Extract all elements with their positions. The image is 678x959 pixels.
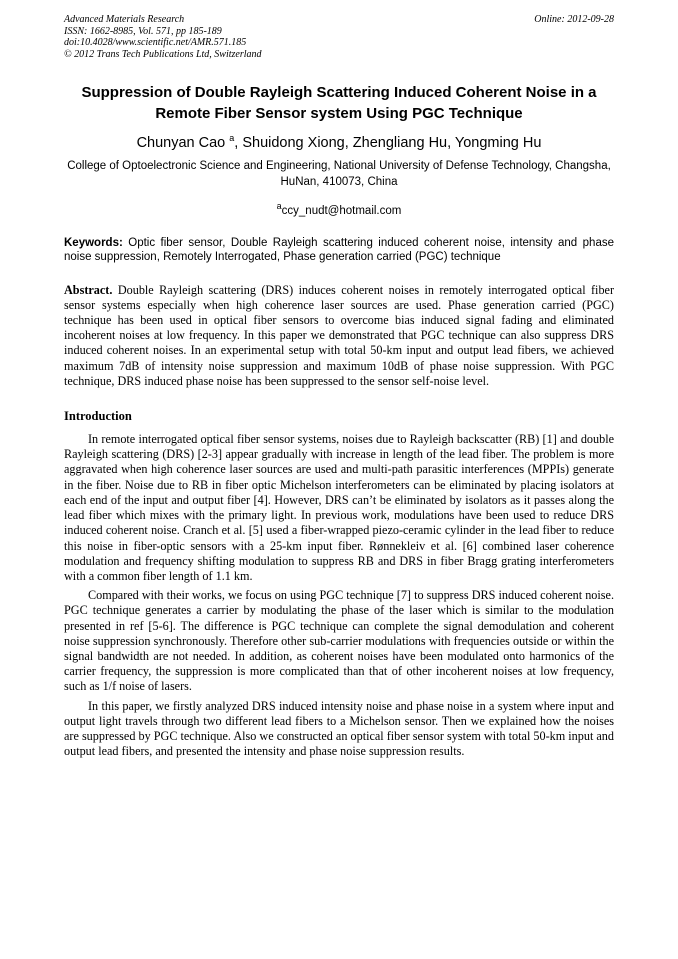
email-affil-mark: a (276, 200, 282, 211)
author-first: Chunyan Cao (136, 134, 226, 151)
intro-paragraph-1: In remote interrogated optical fiber sensor systems, noises due to Rayleigh backscatter (RB) [1] and double Rayleigh scattering (DRS) [2-3] appear gradually with increase in length of the lead fiber. The problem is more aggravated when high coherence laser sources are used and multi-path parasitic interferences (MPPIs) generate in the fiber. Noise due to RB in fiber optic Michelson interferometers can be eliminated by placing isolators at each end of the input and output fiber [4]. However, DRS can’t be eliminated by isolators as it passes along the lead fiber which mixes with the primary light. In previous work, modulations have been used to reduce DRS induced coherent noise. Cranch et al. [5] used a fiber-wrapped piezo-ceramic cylinder in the lead fiber to reduce this noise in fiber-optic sensors with a 25-km input fiber. Rønnekleiv et al. [6] combined laser coherence modulation and frequency shifting modulation to suppress RB and DRS in fiber Bragg grating interferometers with a common fiber length of 1.1 km. (64, 432, 614, 583)
journal-info (64, 14, 614, 60)
author-list (64, 129, 614, 152)
online-date: Online: 2012-09-28 (534, 14, 614, 25)
abstract-label: Abstract. (64, 282, 113, 297)
journal-copyright: © 2012 Trans Tech Publications Ltd, Switzerland (64, 48, 262, 60)
paper-title: Suppression of Double Rayleigh Scattering Induced Coherent Noise in a Remote Fiber Sensor system Using PGC Technique (81, 84, 597, 122)
journal-header (64, 14, 614, 60)
introduction-heading: Introduction (64, 409, 132, 424)
journal-issn: ISSN: 1662-8985, Vol. 571, pp 185-189 (64, 25, 222, 37)
author-email (64, 199, 614, 218)
affiliation: College of Optoelectronic Science and Engineering, National University of Defense Technology, Changsha, HuNan, 410073, China (67, 159, 611, 188)
keywords (64, 236, 614, 265)
author-rest: , Shuidong Xiong, Zhengliang Hu, Yongming Hu (234, 134, 542, 151)
keywords-text: Optic fiber sensor, Double Rayleigh scattering induced coherent noise, intensity and phase noise suppression, Remotely Interrogated, Phase generation carried (PGC) technique (64, 236, 614, 264)
intro-paragraph-2: Compared with their works, we focus on using PGC technique [7] to suppress DRS induced coherent noise. PGC technique generates a carrier by modulating the phase of the laser which is similar to the modulation presented in ref [5-6]. The difference is PGC technique can complete the signal demodulation and coherent noise suppression synchronously. Therefore other sub-carrier modulations with frequencies outside or within the signal bandwidth are not needed. In addition, as coherent noises have been modulated onto harmonics of the carrier frequency, the suppression is more complicated than that of other incoherent noises at low frequency, such as 1/f noise of lasers. (64, 588, 614, 694)
paper-page (64, 14, 614, 759)
journal-name: Advanced Materials Research (64, 14, 185, 25)
email-address: ccy_nudt@hotmail.com (281, 204, 402, 217)
keywords-label: Keywords: (64, 236, 123, 249)
intro-paragraph-3: In this paper, we firstly analyzed DRS induced intensity noise and phase noise in a system where input and output light travels through two different lead fibers to a Michelson sensor. Then we explained how the noises are suppressed by PGC technique. Also we constructed an optical fiber sensor system with total 50-km input and output lead fibers, and presented the intensity and phase noise suppression results. (64, 698, 614, 759)
abstract-text: Double Rayleigh scattering (DRS) induces coherent noises in remotely interrogated optical fiber sensor systems especially when high coherence laser sources are used. Phase generation carried (PGC) technique has been used in optical fiber sensors to overcome bias induced signal fading and eliminated incoherent noises at low frequency. In this paper we demonstrated that PGC technique can also suppress DRS induced coherent noises. In an experimental setup with total 50-km input and output lead fibers, we achieved maximum 7dB of intensity noise suppression and maximum 10dB of phase noise suppression. With PGC technique, DRS induced phase noise has been suppressed to the sensor self-noise level. (64, 282, 614, 388)
abstract (64, 283, 614, 389)
journal-doi: doi:10.4028/www.scientific.net/AMR.571.185 (64, 37, 247, 48)
author-affil-mark: a (229, 133, 235, 143)
